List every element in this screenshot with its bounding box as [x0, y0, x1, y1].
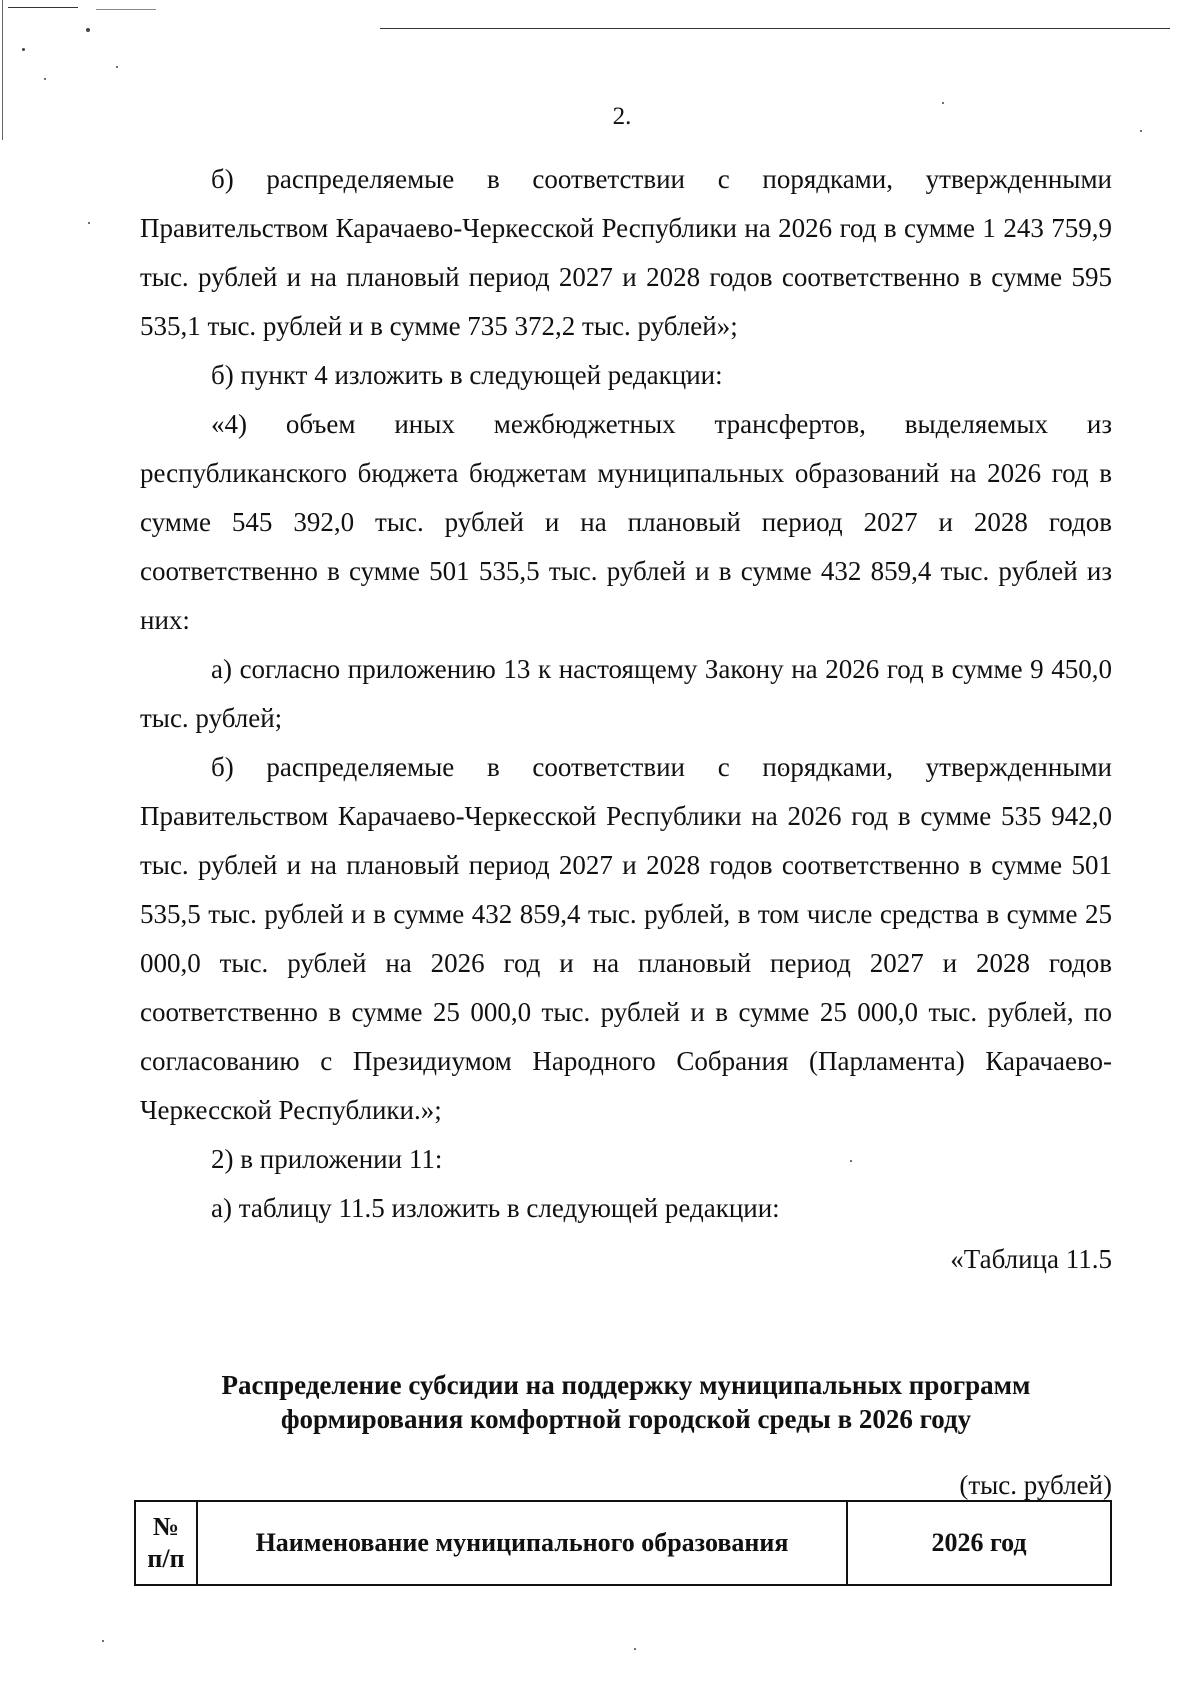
paragraph-appendix-13: а) согласно приложению 13 к настоящему Закону на 2026 год в сумме 9 450,0 тыс. рублей; — [140, 654, 1112, 733]
header-year-2026: 2026 год — [847, 1501, 1111, 1585]
paragraph-appendix-11: 2) в приложении 11: — [211, 1144, 443, 1174]
header-number: № п/п — [135, 1501, 197, 1585]
paragraph-table-amendment: а) таблицу 11.5 изложить в следующей редакции: — [211, 1193, 780, 1223]
section-title — [140, 1368, 1112, 1436]
subsidy-table — [134, 1500, 1112, 1586]
scan-artifact-dot — [88, 222, 90, 224]
scan-artifact-dot — [634, 1648, 636, 1650]
section-title-line-1: Распределение субсидии на поддержку муниципальных программ — [221, 1370, 1031, 1400]
page-number: 2. — [612, 103, 632, 130]
paragraph-distributed-subsidies: б) распределяемые в соответствии с порядками, утвержденными Правительством Карачаево-Черкесской Республики на 2026 год в сумме 1 243 759,9 тыс. рублей и на плановый период 2027 и 2028 годов соответственно в сумме 595 535,1 тыс. рублей и в сумме 735 372,2 тыс. рублей»; — [140, 164, 1112, 341]
scan-artifact-top-left-line-2 — [96, 9, 156, 10]
table-label: «Таблица 11.5 — [950, 1244, 1112, 1274]
header-municipality-name: Наименование муниципального образования — [197, 1501, 847, 1585]
document-body — [140, 155, 1112, 1284]
scan-artifact-top-right-line — [380, 28, 1170, 29]
paragraph-other-transfers: «4) объем иных межбюджетных трансфертов, выделяемых из республиканского бюджета бюджетам муниципальных образований на 2026 год в сумме 545 392,0 тыс. рублей и на плановый период 2027 и 2028 годов соответственно в сумме 501 535,5 тыс. рублей и в сумме 432 859,4 тыс. рублей из них: — [140, 409, 1112, 635]
scan-artifact-dot — [22, 48, 25, 51]
paragraph-distributed-transfers: б) распределяемые в соответствии с порядками, утвержденными Правительством Карачаево-Черкесской Республики на 2026 год в сумме 535 942,0 тыс. рублей и на плановый период 2027 и 2028 годов соответственно в сумме 501 535,5 тыс. рублей и в сумме 432 859,4 тыс. рублей, в том числе средства в сумме 25 000,0 тыс. рублей на 2026 год и на плановый период 2027 и 2028 годов соответственно в сумме 25 000,0 тыс. рублей и в сумме 25 000,0 тыс. рублей, по согласованию с Президиумом Народного Собрания (Парламента) Карачаево-Черкесской Республики.»; — [140, 752, 1112, 1125]
table-header-row — [135, 1501, 1111, 1585]
scan-artifact-top-left-line — [8, 7, 78, 8]
units-label: (тыс. рублей) — [959, 1470, 1112, 1500]
section-title-line-2: формирования комфортной городской среды в 2026 году — [280, 1404, 972, 1434]
scan-artifact-dot — [116, 66, 118, 68]
paragraph-point-4-amendment: б) пункт 4 изложить в следующей редакции: — [211, 360, 723, 390]
scan-artifact-dot — [102, 1640, 104, 1642]
scan-artifact-dot — [44, 78, 46, 80]
scan-artifact-dot — [86, 28, 90, 32]
